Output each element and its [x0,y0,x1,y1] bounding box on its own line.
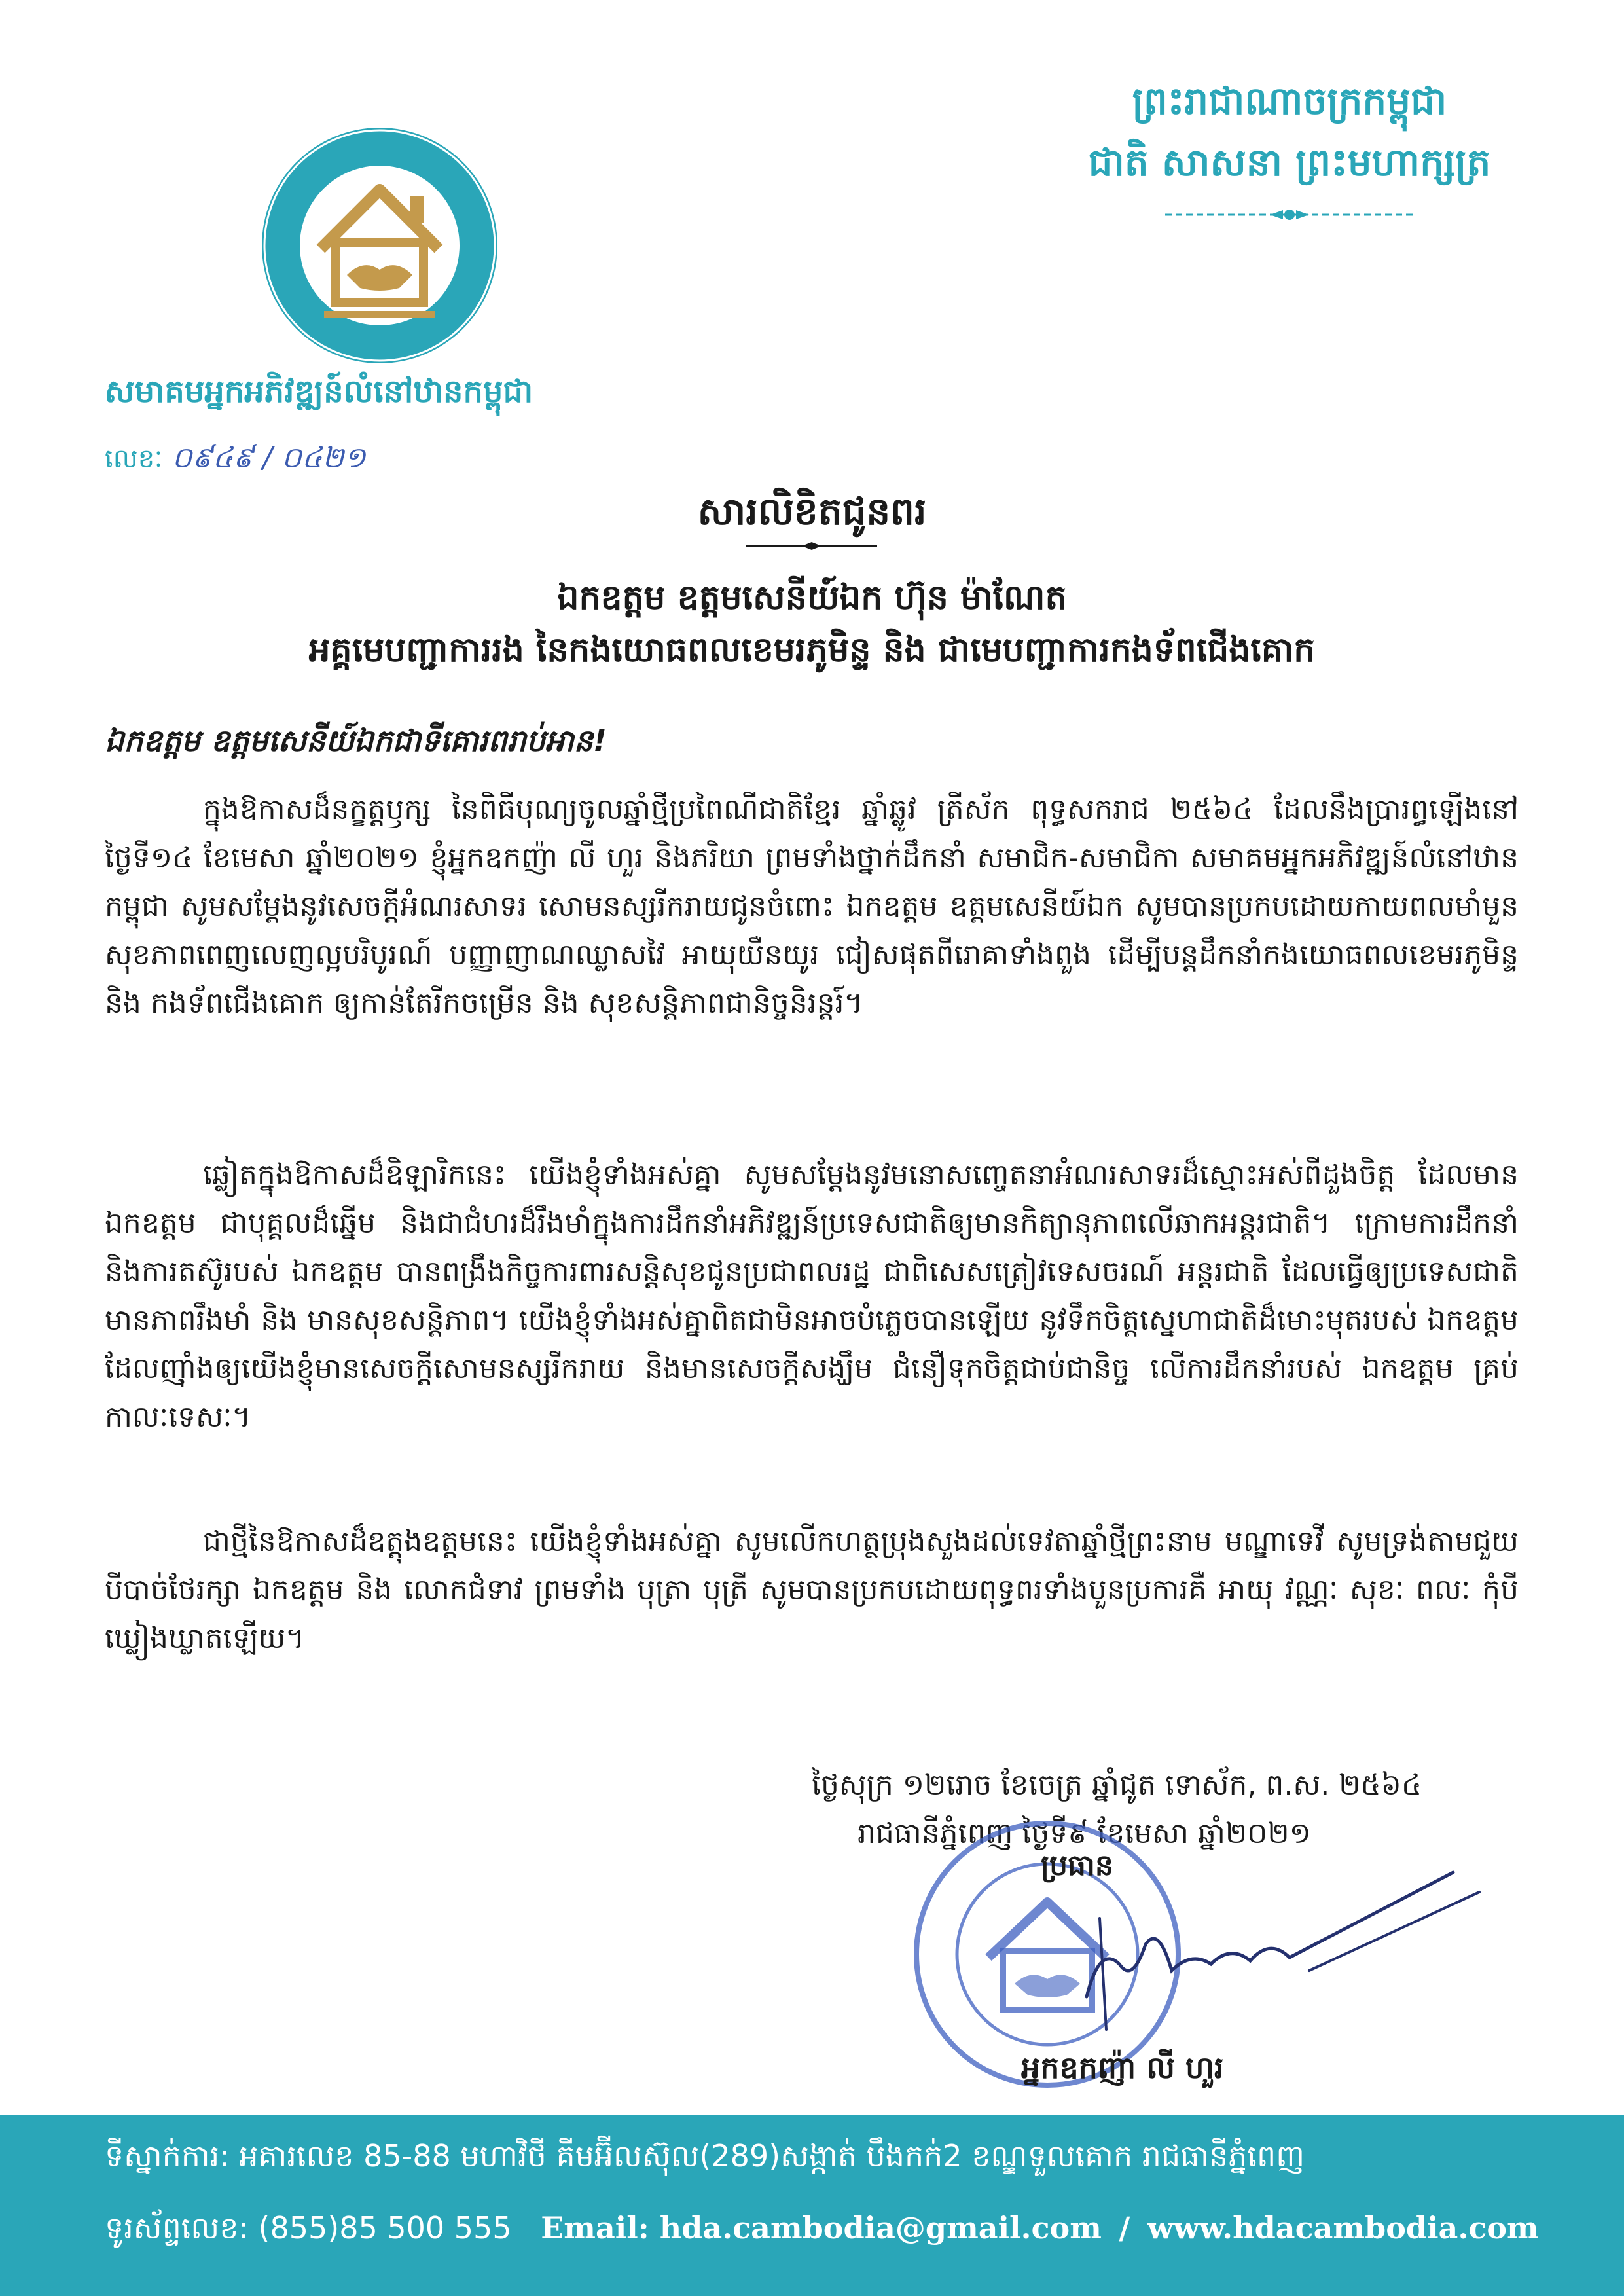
letter-title: សារលិខិតជូនពរ [697,489,927,534]
salutation: ឯកឧត្តម ឧត្តមសេនីយ៍ឯកជាទីគោរពរាប់អាន! [105,723,607,758]
contact-separator: / [1119,2210,1130,2246]
reference-value: ០៩៤៩ / ០៤២១ [171,441,366,475]
body-paragraph-3: ជាថ្មីនៃឱកាសដ៏ឧត្តុងឧត្តមនេះ យើងខ្ញុំទាំងអស់គ្នា សូមលើកហត្ថប្រុងសួងដល់ទេវតាឆ្នាំថ្មីព្រះនាម មណ្ឌាទេវី សូមទ្រង់តាមជួយបីបាច់ថែរក្សា ឯកឧត្តម និង លោកជំទាវ ព្រមទាំង បុត្រា បុត្រី សូមបានប្រកបដោយពុទ្ធពរទាំងបួនប្រការគឺ អាយុ វណ្ណៈ សុខៈ ពលៈ កុំបីឃ្លៀងឃ្លាតឡើយ។ [105,1525,1519,1655]
kingdom-heading: ព្រះរាជាណាចក្រកម្ពុជា [1132,79,1447,123]
body-paragraph-2: ឆ្លៀតក្នុងឱកាសដ៏ឧិឡារិកនេះ យើងខ្ញុំទាំងអស់គ្នា សូមសម្តែងនូវមនោសញ្ចេតនាអំណរសាទរដ៏ស្មោះអស់ពីដួងចិត្ត ដែលមាន ឯកឧត្តម ជាបុគ្គលដ៏ឆ្នើម និងជាជំហរដ៏រឹងមាំក្នុងការដឹកនាំអភិវឌ្ឍន៍ប្រទេសជាតិឲ្យមានកិត្យានុភាពលើឆាកអន្តរជាតិ។ ក្រោមការដឹកនាំ និងការតស៊ូរបស់ ឯកឧត្តម បានពង្រឹងកិច្ចការពារសន្តិសុខជូនប្រជាពលរដ្ឋ ជាពិសេសត្រៀវទេសចរណ៍ អន្តរជាតិ ដែលធ្វើឲ្យប្រទេសជាតិមានភាពរឹងមាំ និង មានសុខសន្តិភាព។ យើងខ្ញុំទាំងអស់គ្នាពិតជាមិនអាចបំភ្លេចបានឡើយ នូវទឹកចិត្តស្នេហាជាតិដ៏មោះមុតរបស់ ឯកឧត្តម ដែលញ៉ាំងឲ្យយើងខ្ញុំមានសេចក្តីសោមនស្សរីករាយ និងមានសេចក្តីសង្ឃឹម ជំនឿទុកចិត្តជាប់ជានិច្ច លើការដឹកនាំរបស់ ឯកឧត្តម គ្រប់កាលៈទេសៈ។ [105,1158,1519,1434]
association-logo [259,124,501,367]
recipient-name: ឯកឧត្តម ឧត្តមសេនីយ៍ឯក ហ៊ុន ម៉ាណែត [557,578,1067,617]
reference-number [105,440,366,482]
title-ornament [740,541,884,551]
email-address[interactable]: Email: hda.cambodia@gmail.com [541,2210,1102,2246]
date-lunar: ថ្ងៃសុក្រ ១២រោច ខែចេត្រ ឆ្នាំជូត ទោស័ក, ព.ស. ២៥៦៤ [812,1768,1422,1802]
signer-name: អ្នកឧកញ៉ា លី ហួរ [1021,2050,1224,2085]
website-link[interactable]: www.hdacambodia.com [1147,2210,1539,2246]
handwritten-signature [1060,1866,1506,2036]
phone-number[interactable]: (855)85 500 555 [258,2210,512,2246]
date-solar: រាជធានីភ្នំពេញ ថ្ងៃទី៩ ខែមេសា ឆ្នាំ២០២១ [857,1817,1311,1850]
ornament-divider [1152,208,1427,221]
reference-label: លេខៈ [105,444,163,474]
motto-heading: ជាតិ សាសនា ព្រះមហាក្សត្រ [1088,140,1491,185]
recipient-title: អគ្គមេបញ្ជាការរង នៃកងយោធពលខេមរភូមិន្ទ និង ជាមេបញ្ជាការកងទ័ពជើងគោក [308,630,1316,670]
phone-label: ទូរស័ព្ទលេខ: [105,2210,249,2246]
footer-contact [105,2210,1539,2253]
body-paragraph-1: ក្នុងឱកាសដ៏នក្ខត្តឫក្ស នៃពិធីបុណ្យចូលឆ្នាំថ្មីប្រពៃណីជាតិខ្មែរ ឆ្នាំឆ្លូវ ត្រីស័ក ពុទ្ធសករាជ ២៥៦៤ ដែលនឹងប្រារព្ធឡើងនៅថ្ងៃទី១៤ ខែមេសា ឆ្នាំ២០២១ ខ្ញុំអ្នកឧកញ៉ា លី ហួរ និងភរិយា ព្រមទាំងថ្នាក់ដឹកនាំ សមាជិក-សមាជិកា សមាគមអ្នកអភិវឌ្ឍន៍លំនៅឋានកម្ពុជា សូមសម្តែងនូវសេចក្តីអំណរសាទរ សោមនស្សរីករាយជូនចំពោះ ឯកឧត្តម ឧត្តមសេនីយ៍ឯក សូមបានប្រកបដោយកាយពលមាំមួន សុខភាពពេញលេញល្អបរិបូរណ៍ បញ្ញាញាណឈ្លាសវៃ អាយុយឺនយូរ ជៀសផុតពីរោគាទាំងពួង ដើម្បីបន្តដឹកនាំកងយោធពលខេមរភូមិន្ទ និង កងទ័ពជើងគោក ឲ្យកាន់តែរីកចម្រើន និង សុខសន្តិភាពជានិច្ចនិរន្តរ៍។ [105,793,1519,1020]
footer-address: ទីស្នាក់ការ: អគារលេខ 85-88 មហាវិថី គីមអ៊ីលស៊ុល(289)សង្កាត់ បឹងកក់2 ខណ្ឌទួលគោក រាជធានីភ្នំពេញ [105,2138,1305,2174]
signer-role: ប្រធាន [1041,1849,1113,1882]
organization-name: សមាគមអ្នកអភិវឌ្ឍន៍លំនៅឋានកម្ពុជា [105,373,533,410]
footer-bar [0,2115,1624,2296]
